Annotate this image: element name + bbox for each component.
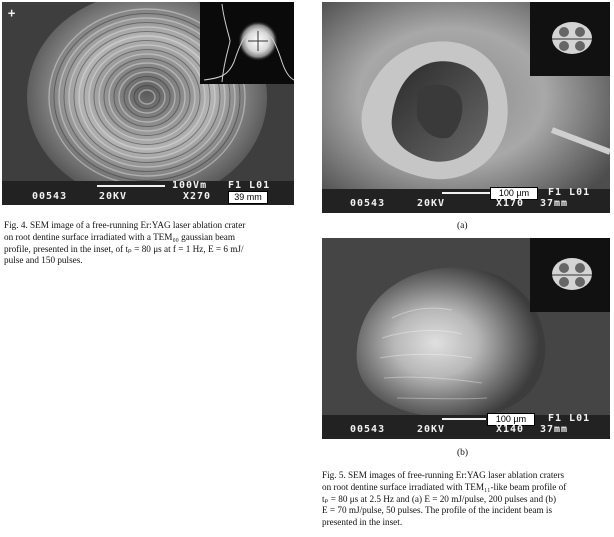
- fig5b-sem-image: [322, 238, 610, 439]
- fig5a-beam-profile-inset: [530, 2, 610, 76]
- fig5a-sem-image: [322, 2, 610, 213]
- fig5a-voltage: 20KV: [417, 198, 446, 209]
- fig5-caption-line: presented in the inset.: [322, 517, 403, 528]
- fig5a-magnification: X170: [496, 198, 525, 209]
- fig4-caption-line: profile, presented in the inset, of tₚ = 80 μs at f = 1 Hz, E = 6 mJ/: [4, 243, 244, 254]
- fig4-caption-line: Fig. 4. SEM image of a free-running Er:YAG laser ablation crater: [4, 220, 246, 230]
- fig5b-magnification: X140: [496, 424, 525, 435]
- fig4-scale-text: 100Vm: [172, 180, 208, 191]
- fig5a-tem11-beam-spot: [530, 2, 610, 76]
- fig4-caption-line: pulse and 150 pulses.: [4, 255, 83, 266]
- fig4-scale-line: [97, 185, 165, 187]
- fig4-id-code: 00543: [32, 191, 68, 202]
- fig4-caption-line: on root dentine surface irradiated with a TEM₀₀ gaussian beam: [4, 231, 236, 242]
- fig5b-scale-line: [442, 418, 486, 420]
- fig4-voltage: 20KV: [99, 191, 128, 202]
- fig4-mode-text: F1 L01: [228, 180, 271, 191]
- fig5b-tem11-beam-spot: [530, 238, 610, 312]
- fig4-plus-marker: +: [8, 6, 17, 20]
- fig5a-scale-line: [442, 192, 492, 194]
- fig5-caption-line: E = 70 mJ/pulse, 50 pulses. The profile of the incident beam is: [322, 505, 553, 516]
- fig5b-scale-box: 100 µm: [487, 413, 535, 426]
- fig4-gaussian-beam-spot: [200, 2, 294, 84]
- fig5a-mode-text: F1 L01: [548, 187, 591, 198]
- fig5-caption-line: tₚ = 80 μs at 2.5 Hz and (a) E = 20 mJ/pulse, 200 pulses and (b): [322, 493, 557, 504]
- fig5b-id-code: 00543: [350, 424, 386, 435]
- fig5-caption-line: Fig. 5. SEM images of free-running Er:YAG laser ablation craters: [322, 470, 565, 480]
- fig4-boxed-label: 39 mm: [228, 191, 268, 204]
- fig5a-id-code: 00543: [350, 198, 386, 209]
- fig5b-wd: 37mm: [540, 424, 569, 435]
- fig5b-voltage: 20KV: [417, 424, 446, 435]
- fig4-sem-image: [2, 2, 294, 205]
- fig4-magnification: X270: [183, 191, 212, 202]
- fig5a-scale-box: 100 µm: [490, 187, 538, 200]
- fig5b-beam-profile-inset: [530, 238, 610, 312]
- fig5-caption: [322, 470, 612, 529]
- fig5a-wd: 37mm: [540, 198, 569, 209]
- fig4-beam-profile-inset: [200, 2, 294, 84]
- fig5-caption-line: on root dentine surface irradiated with TEM₁₁-like beam profile of: [322, 481, 567, 492]
- fig5b-label: (b): [457, 448, 469, 458]
- fig5b-mode-text: F1 L01: [548, 413, 591, 424]
- fig5a-label: (a): [457, 221, 468, 231]
- fig4-caption: [4, 220, 296, 267]
